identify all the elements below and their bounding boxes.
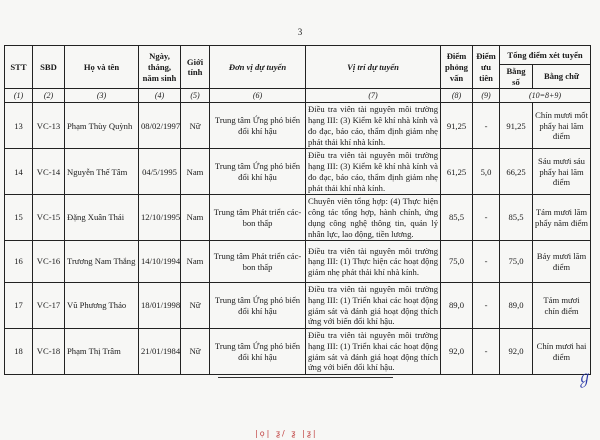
cell-sbd: VC-14 (33, 149, 65, 195)
table-row (5, 329, 591, 375)
cell-gender: Nam (181, 241, 210, 283)
cell-total-words: Sáu mươi sáu phẩy hai lăm điểm (533, 149, 591, 195)
cell-priority-score: - (473, 195, 500, 241)
cell-stt: 16 (5, 241, 33, 283)
cell-gender: Nữ (181, 103, 210, 149)
cell-name: Vũ Phương Thảo (65, 283, 139, 329)
cell-position: Điều tra viên tài nguyên môi trường hạng III: (1) Triển khai các hoạt động giám sát và đánh giá hoạt động thích ứng với biến đổi khí hậu. (306, 283, 441, 329)
cell-review-score: 75,0 (441, 241, 473, 283)
cell-total-number: 92,0 (500, 329, 533, 375)
cell-dob: 08/02/1997 (139, 103, 181, 149)
cell-total-number: 75,0 (500, 241, 533, 283)
cell-name: Phạm Thùy Quỳnh (65, 103, 139, 149)
cell-position: Điều tra viên tài nguyên môi trường hạng III: (1) Thực hiện các hoạt động giảm nhẹ phát thải khí nhà kính. (306, 241, 441, 283)
cell-dob: 14/10/1994 (139, 241, 181, 283)
header-stt: STT (5, 46, 33, 89)
cell-unit: Trung tâm Phát triển các-bon thấp (210, 195, 306, 241)
cell-review-score: 85,5 (441, 195, 473, 241)
cell-total-number: 66,25 (500, 149, 533, 195)
cell-priority-score: 5,0 (473, 149, 500, 195)
header-total-group: Tổng điểm xét tuyển (500, 46, 591, 65)
footer-stamp: |ọ| ƺ/ ƺ |ƺ| (255, 429, 318, 438)
cell-priority-score: - (473, 103, 500, 149)
cell-stt: 17 (5, 283, 33, 329)
header-priority-score: Điểm ưu tiên (473, 46, 500, 89)
cell-total-number: 85,5 (500, 195, 533, 241)
header-unit: Đơn vị dự tuyển (210, 46, 306, 89)
divider-line (218, 377, 393, 378)
column-number: (6) (210, 89, 306, 103)
header-name: Họ và tên (65, 46, 139, 89)
cell-sbd: VC-18 (33, 329, 65, 375)
cell-position: Điều tra viên tài nguyên môi trường hạng III: (1) Triển khai các hoạt động giám sát và đánh giá hoạt động thích ứng với biến đổi khí hậu. (306, 329, 441, 375)
cell-review-score: 92,0 (441, 329, 473, 375)
table-row (5, 283, 591, 329)
table-row (5, 195, 591, 241)
cell-review-score: 61,25 (441, 149, 473, 195)
cell-stt: 13 (5, 103, 33, 149)
cell-position: Điều tra viên tài nguyên môi trường hạng III: (3) Kiểm kê khí nhà kính và đo đạc, báo cáo, thẩm định giảm nhẹ phát thải khí nhà kính. (306, 149, 441, 195)
cell-dob: 04/5/1995 (139, 149, 181, 195)
column-number: (9) (473, 89, 500, 103)
cell-gender: Nam (181, 149, 210, 195)
cell-priority-score: - (473, 241, 500, 283)
cell-position: Điều tra viên tài nguyên môi trường hạng III: (3) Kiểm kê khí nhà kính và đo đạc, báo cáo, thẩm định giảm nhẹ phát thải khí nhà kính. (306, 103, 441, 149)
cell-priority-score: - (473, 283, 500, 329)
cell-review-score: 91,25 (441, 103, 473, 149)
cell-position: Chuyên viên tổng hợp: (4) Thực hiện công tác tổng hợp, hành chính, ứng dụng công nghệ thông tin, quản lý nhân lực, lao động, tiền lương. (306, 195, 441, 241)
handwritten-mark: ℊ (573, 368, 594, 389)
cell-unit: Trung tâm Phát triển các-bon thấp (210, 241, 306, 283)
header-gender: Giới tính (181, 46, 210, 89)
cell-priority-score: - (473, 329, 500, 375)
cell-sbd: VC-13 (33, 103, 65, 149)
column-number: (5) (181, 89, 210, 103)
column-number-row (5, 89, 591, 103)
header-row (5, 46, 591, 65)
header-total-words: Bằng chữ (533, 65, 591, 89)
column-number: (3) (65, 89, 139, 103)
cell-unit: Trung tâm Ứng phó biến đổi khí hậu (210, 149, 306, 195)
cell-unit: Trung tâm Ứng phó biến đổi khí hậu (210, 283, 306, 329)
cell-name: Phạm Thị Trâm (65, 329, 139, 375)
cell-review-score: 89,0 (441, 283, 473, 329)
cell-stt: 18 (5, 329, 33, 375)
cell-sbd: VC-15 (33, 195, 65, 241)
cell-sbd: VC-17 (33, 283, 65, 329)
cell-unit: Trung tâm Ứng phó biến đổi khí hậu (210, 329, 306, 375)
cell-dob: 21/01/1984 (139, 329, 181, 375)
header-total-number: Bằng số (500, 65, 533, 89)
cell-total-number: 91,25 (500, 103, 533, 149)
cell-stt: 15 (5, 195, 33, 241)
cell-unit: Trung tâm Ứng phó biến đổi khí hậu (210, 103, 306, 149)
cell-name: Nguyễn Thế Tâm (65, 149, 139, 195)
cell-sbd: VC-16 (33, 241, 65, 283)
header-position: Vị trí dự tuyển (306, 46, 441, 89)
column-number: (1) (5, 89, 33, 103)
column-number: (2) (33, 89, 65, 103)
column-number: (4) (139, 89, 181, 103)
cell-total-words: Tám mươi lăm phẩy năm điểm (533, 195, 591, 241)
cell-dob: 12/10/1995 (139, 195, 181, 241)
page-number: 3 (297, 27, 303, 37)
cell-total-words: Chín mươi mốt phẩy hai lăm điểm (533, 103, 591, 149)
cell-total-words: Tám mươi chín điểm (533, 283, 591, 329)
header-dob: Ngày, tháng, năm sinh (139, 46, 181, 89)
cell-stt: 14 (5, 149, 33, 195)
cell-gender: Nam (181, 195, 210, 241)
cell-name: Đặng Xuân Thái (65, 195, 139, 241)
column-number: (8) (441, 89, 473, 103)
cell-gender: Nữ (181, 329, 210, 375)
cell-total-number: 89,0 (500, 283, 533, 329)
table-row (5, 149, 591, 195)
table-row (5, 241, 591, 283)
cell-name: Trương Nam Thắng (65, 241, 139, 283)
header-sbd: SBD (33, 46, 65, 89)
cell-total-words: Chín mươi hai điểm (533, 329, 591, 375)
cell-gender: Nữ (181, 283, 210, 329)
cell-total-words: Bảy mươi lăm điểm (533, 241, 591, 283)
column-number: (7) (306, 89, 441, 103)
table-row (5, 103, 591, 149)
results-table (4, 45, 591, 375)
header-review-score: Điểm phỏng vấn (441, 46, 473, 89)
cell-dob: 18/01/1998 (139, 283, 181, 329)
column-number: (10=8+9) (500, 89, 591, 103)
